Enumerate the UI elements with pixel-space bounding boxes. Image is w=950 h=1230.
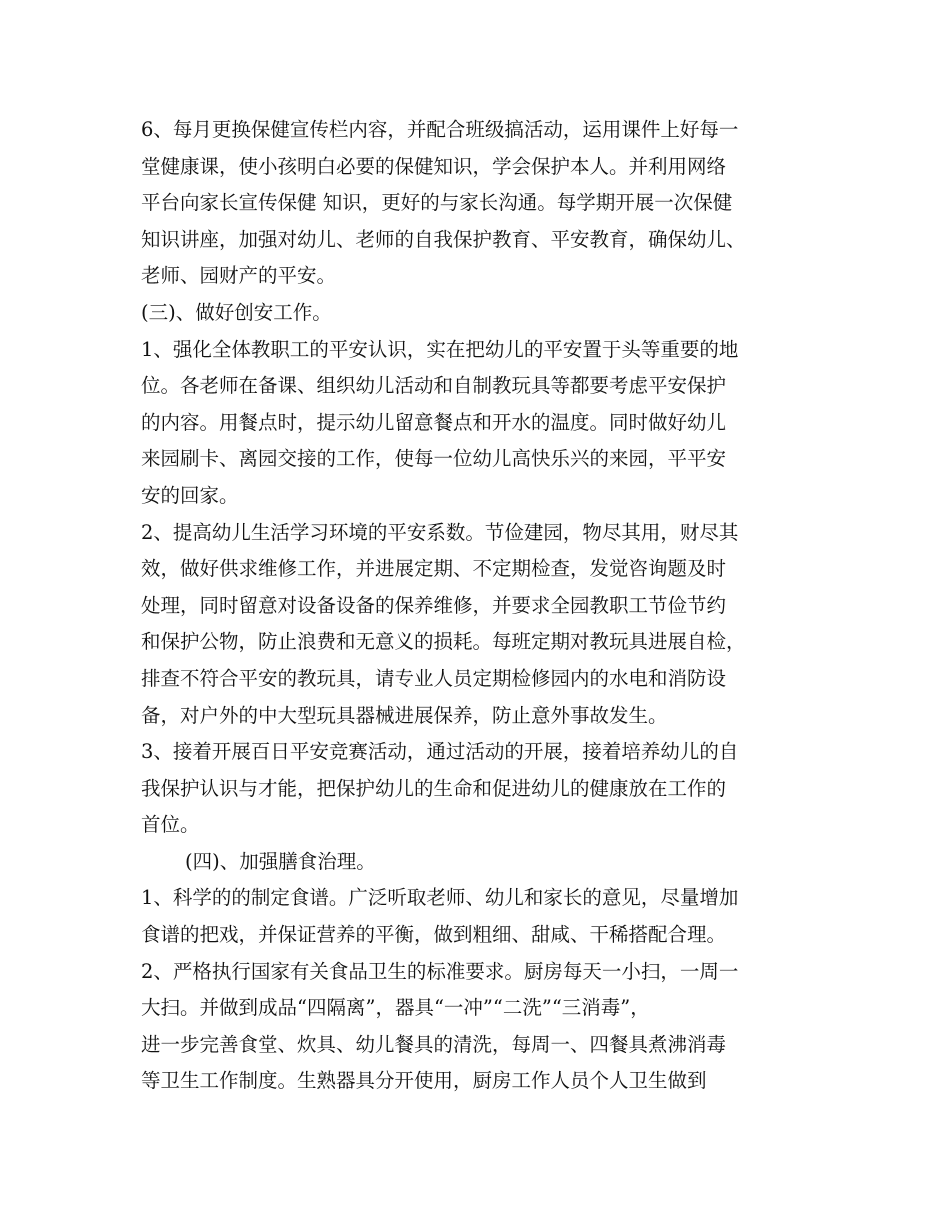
text-line: 进一步完善食堂、炊具、幼儿餐具的清洗，每周一、四餐具煮沸消毒 <box>141 1032 727 1056</box>
text-line: 排查不符合平安的教玩具，请专业人员定期检修园内的水电和消防设 <box>141 666 727 690</box>
text-line: 的内容。用餐点时，提示幼儿留意餐点和开水的温度。同时做好幼儿 <box>141 410 727 434</box>
text-line: 食谱的把戏，并保证营养的平衡，做到粗细、甜咸、干稀搭配合理。 <box>141 923 727 947</box>
text-line: 1、科学的的制定食谱。广泛听取老师、幼儿和家长的意见，尽量增加 <box>141 886 739 910</box>
text-line: 等卫生工作制度。生熟器具分开使用，厨房工作人员个人卫生做到 <box>141 1069 707 1093</box>
text-line: 和保护公物，防止浪费和无意义的损耗。每班定期对教玩具进展自检， <box>141 630 746 654</box>
text-line: 平台向家长宣传保健 知识，更好的与家长沟通。每学期开展一次保健 <box>141 191 733 215</box>
section-heading: (四)、加强膳食治理。 <box>185 849 376 873</box>
text-line: 位。各老师在备课、组织幼儿活动和自制教玩具等都要考虑平安保护 <box>141 374 727 398</box>
section-heading: (三)、做好创安工作。 <box>141 300 332 324</box>
text-line: 效，做好供求维修工作，并进展定期、不定期检查，发觉咨询题及时 <box>141 557 727 581</box>
text-line: 来园刷卡、离园交接的工作，使每一位幼儿高快乐兴的来园，平平安 <box>141 447 727 471</box>
text-line: 安的回家。 <box>141 483 239 507</box>
text-line: 2、提高幼儿生活学习环境的平安系数。节俭建园，物尽其用，财尽其 <box>141 520 739 544</box>
text-line: 3、接着开展百日平安竞赛活动，通过活动的开展，接着培养幼儿的自 <box>141 740 739 764</box>
text-line: 我保护认识与才能，把保护幼儿的生命和促进幼儿的健康放在工作的 <box>141 776 727 800</box>
text-line: 处理，同时留意对设备设备的保养维修，并要求全园教职工节俭节约 <box>141 593 727 617</box>
text-line: 老师、园财产的平安。 <box>141 264 337 288</box>
text-line: 2、严格执行国家有关食品卫生的标准要求。厨房每天一小扫，一周一 <box>141 959 739 983</box>
text-line: 首位。 <box>141 813 200 837</box>
document-body <box>141 112 831 1100</box>
text-line: 1、强化全体教职工的平安认识，实在把幼儿的平安置于头等重要的地 <box>141 337 739 361</box>
text-line: 备，对户外的中大型玩具器械进展保养，防止意外事故发生。 <box>141 703 668 727</box>
text-line: 知识讲座，加强对幼儿、老师的自我保护教育、平安教育，确保幼儿、 <box>141 227 746 251</box>
text-line: 堂健康课，使小孩明白必要的保健知识，学会保护本人。并利用网络 <box>141 154 727 178</box>
text-line: 6、每月更换保健宣传栏内容，并配合班级搞活动，运用课件上好每一 <box>141 118 739 141</box>
text-line: 大扫。并做到成品“四隔离”，器具“一冲”“二洗”“三消毒”， <box>141 996 650 1020</box>
